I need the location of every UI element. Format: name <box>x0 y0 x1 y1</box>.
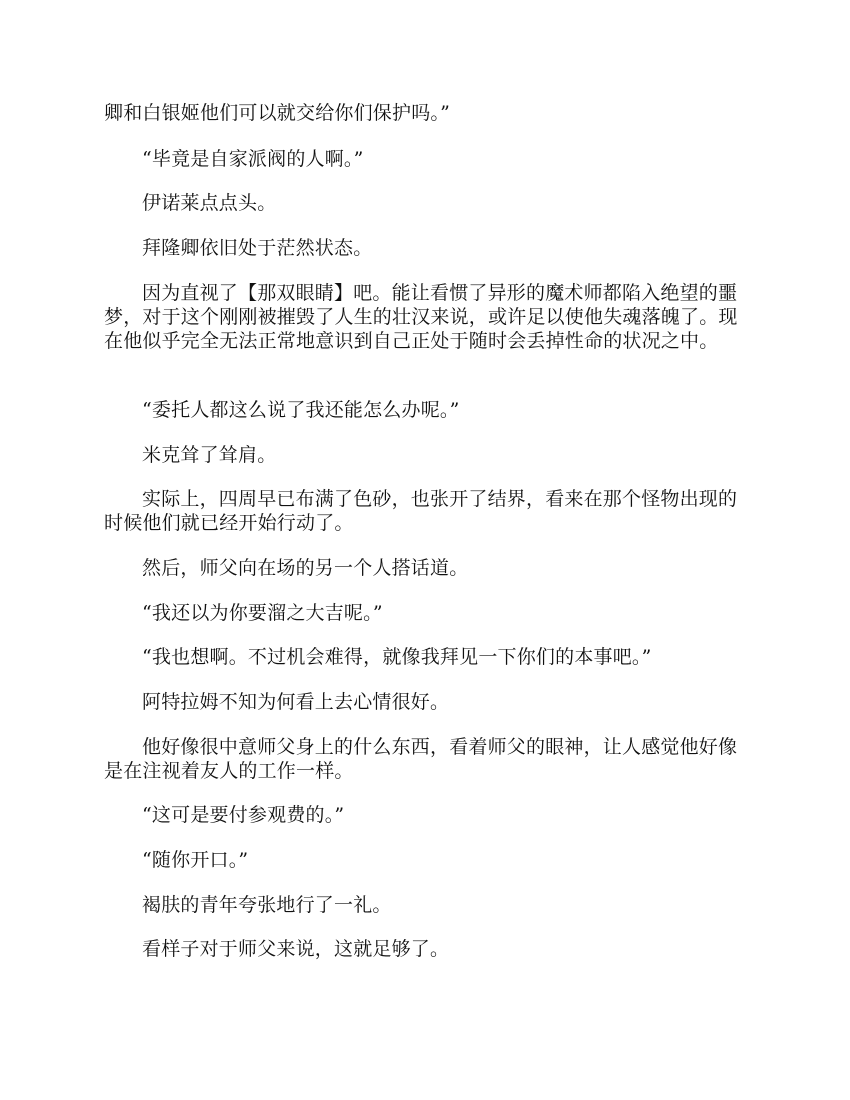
paragraph-9: 然后，师父向在场的另一个人搭话道。 <box>142 557 469 579</box>
paragraph-2: “毕竟是自家派阀的人啊。” <box>142 148 364 170</box>
paragraph-4: 拜隆卿依旧处于茫然状态。 <box>142 237 373 259</box>
paragraph-7: 米克耸了耸肩。 <box>142 444 277 466</box>
paragraph-8: 实际上，四周早已布满了色砂，也张开了结界，看来在那个怪物出现的时候他们就已经开始行动了。 <box>104 488 738 534</box>
paragraph-11: “我也想啊。不过机会难得，就像我拜见一下你们的本事吧。” <box>142 646 652 668</box>
paragraph-15: “随你开口。” <box>142 849 249 871</box>
paragraph-3: 伊诺莱点点头。 <box>142 192 277 214</box>
paragraph-16: 褐肤的青年夸张地行了一礼。 <box>142 894 392 916</box>
paragraph-1: 卿和白银姬他们可以就交给你们保护吗。” <box>104 102 451 124</box>
paragraph-5: 因为直视了【那双眼睛】吧。能让看惯了异形的魔术师都陷入绝望的噩梦，对于这个刚刚被摧毁了人生的壮汉来说，或许足以使他失魂落魄了。现在他似乎完全无法正常地意识到自己正处于随时会丢掉性命的状况之中。 <box>104 282 738 352</box>
paragraph-6: “委托人都这么说了我还能怎么办呢。” <box>142 399 460 421</box>
paragraph-10: “我还以为你要溜之大吉呢。” <box>142 602 383 624</box>
paragraph-17: 看样子对于师父来说，这就足够了。 <box>142 938 450 960</box>
paragraph-14: “这可是要付参观费的。” <box>142 804 345 826</box>
paragraph-12: 阿特拉姆不知为何看上去心情很好。 <box>142 691 450 713</box>
paragraph-13: 他好像很中意师父身上的什么东西，看着师父的眼神，让人感觉他好像是在注视着友人的工作一样。 <box>104 736 738 782</box>
